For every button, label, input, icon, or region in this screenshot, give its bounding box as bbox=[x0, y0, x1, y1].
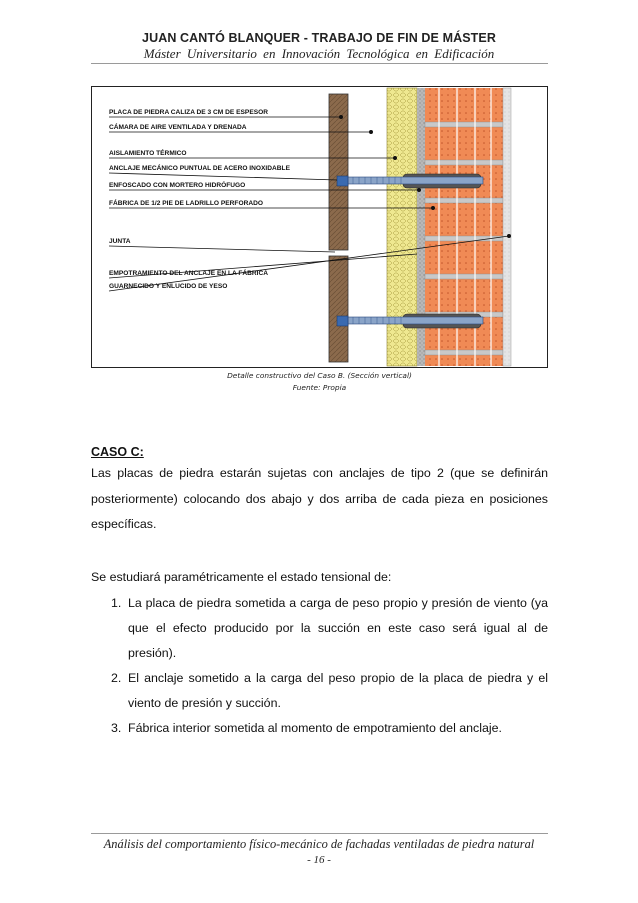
study-intro: Se estudiará paramétricamente el estado tensional de: bbox=[91, 570, 392, 584]
header-title: JUAN CANTÓ BLANQUER - TRABAJO DE FIN DE MÁSTER bbox=[142, 31, 496, 45]
list-item-text: Fábrica interior sometida al momento de empotramiento del anclaje. bbox=[128, 721, 502, 735]
label-joint: JUNTA bbox=[109, 238, 131, 245]
list-item bbox=[91, 716, 548, 741]
list-item-number: 2. bbox=[111, 671, 122, 685]
intro-paragraph: Las placas de piedra estarán sujetas con anclajes de tipo 2 (que se definirán posteriormente) colocando dos abajo y dos arriba de cada pieza en posiciones específicas. bbox=[91, 466, 548, 531]
stone-slab-lower bbox=[329, 256, 348, 362]
section-title: CASO C: bbox=[91, 445, 144, 459]
stone-slab-upper bbox=[329, 94, 348, 250]
construction-detail-figure bbox=[91, 86, 548, 368]
label-mortar: ENFOSCADO CON MORTERO HIDRÓFUGO bbox=[109, 182, 246, 189]
header-divider bbox=[91, 63, 548, 64]
page-number: - 16 - bbox=[307, 854, 331, 866]
footer-text: Análisis del comportamiento físico-mecánico de fachadas ventiladas de piedra natural bbox=[103, 837, 535, 851]
label-plaster: GUARNECIDO Y ENLUCIDO DE YESO bbox=[109, 283, 228, 290]
plaster-layer bbox=[503, 88, 511, 366]
footer-divider bbox=[91, 833, 548, 834]
list-item-number: 3. bbox=[111, 721, 122, 735]
label-brick: FÁBRICA DE 1/2 PIE DE LADRILLO PERFORADO bbox=[109, 200, 263, 207]
list-item-text: La placa de piedra sometida a carga de peso propio y presión de viento (ya que el efecto producido por la succión en este caso será igual al de presión). bbox=[128, 596, 548, 660]
figure-source: Fuente: Propia bbox=[292, 383, 347, 392]
header-subtitle: Máster Universitario en Innovación Tecnológica en Edificación bbox=[143, 46, 495, 61]
label-anchor-embed: EMPOTRAMIENTO DEL ANCLAJE EN LA FÁBRICA bbox=[109, 270, 268, 277]
figure-caption: Detalle constructivo del Caso B. (Sección vertical) bbox=[227, 371, 412, 380]
label-insulation: AISLAMIENTO TÉRMICO bbox=[109, 150, 187, 157]
label-air-cavity: CÁMARA DE AIRE VENTILADA Y DRENADA bbox=[109, 124, 247, 131]
label-stone-slab: PLACA DE PIEDRA CALIZA DE 3 CM DE ESPESOR bbox=[109, 109, 268, 116]
list-item bbox=[91, 591, 548, 666]
list-item-text: El anclaje sometido a la carga del peso propio de la placa de piedra y el viento de presión y succión. bbox=[128, 671, 548, 710]
list-item bbox=[91, 666, 548, 716]
list-item-number: 1. bbox=[111, 596, 122, 610]
study-list bbox=[91, 591, 548, 741]
label-anchor: ANCLAJE MECÁNICO PUNTUAL DE ACERO INOXIDABLE bbox=[109, 165, 290, 172]
